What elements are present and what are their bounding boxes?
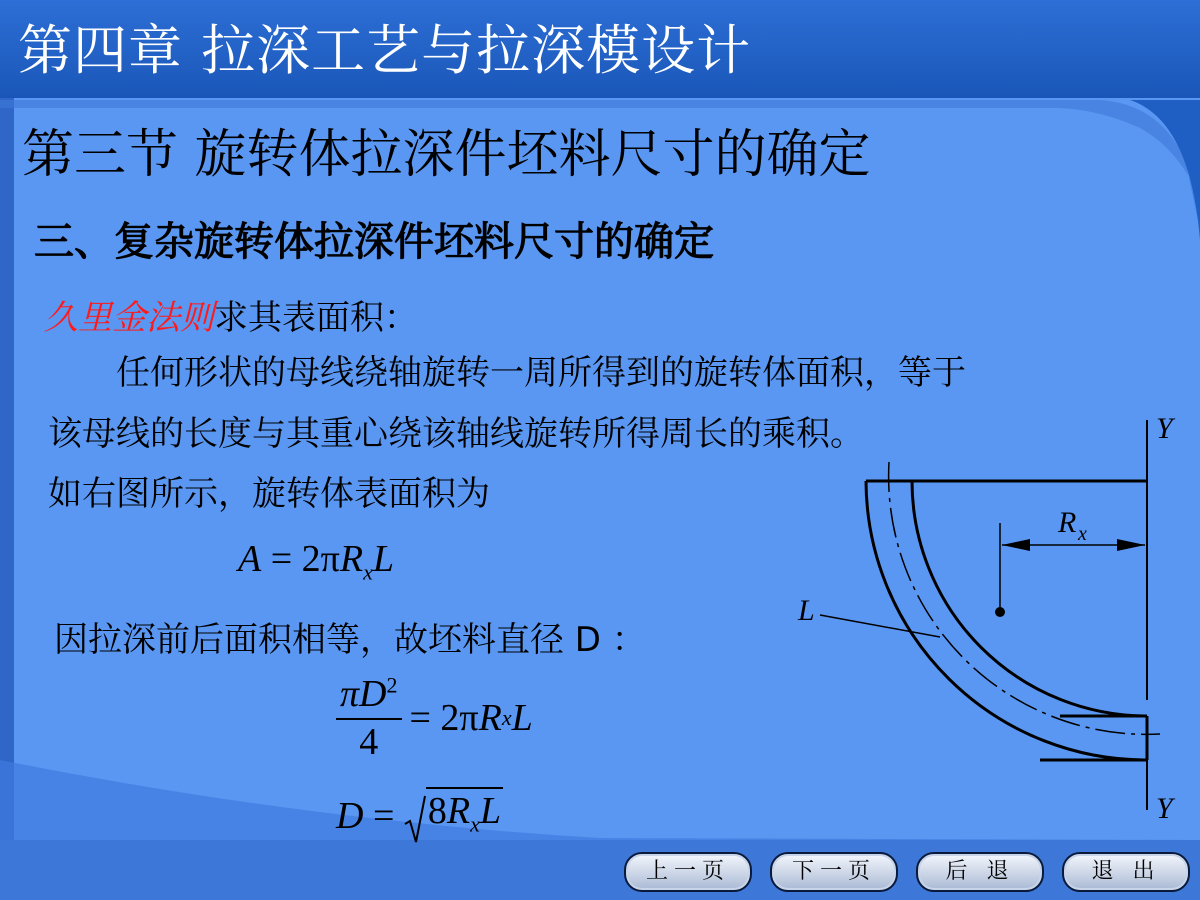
equation-diameter: [336, 785, 503, 838]
label-y-bottom: Y: [1156, 792, 1173, 825]
subsection-title: 三、复杂旋转体拉深件坯料尺寸的确定: [34, 219, 714, 265]
next-page-button[interactable]: 下一页: [770, 852, 898, 892]
label-l: L: [798, 594, 815, 627]
sqrt-sign-icon: [404, 794, 426, 844]
rule-line: [44, 290, 418, 339]
equation-fraction: [336, 672, 533, 764]
l-leader-line: [820, 615, 940, 637]
eq1-sub: x: [363, 559, 373, 585]
centroid-dot: [995, 607, 1005, 617]
section-title: 第三节 旋转体拉深件坯料尺寸的确定: [22, 125, 871, 185]
prev-page-button[interactable]: 上一页: [624, 852, 752, 892]
paragraph-2: 该母线的长度与其重心绕该轴线旋转所得周长的乘积。: [48, 414, 864, 454]
eq2-num-pi: π: [340, 673, 360, 715]
inner-arc: [912, 481, 1147, 716]
rule-name: 久里金法则: [44, 298, 214, 338]
eq1-L: L: [372, 538, 394, 580]
eq2-R: R: [478, 697, 502, 739]
eq3-R: R: [446, 790, 471, 832]
back-button[interactable]: 后 退: [916, 852, 1044, 892]
paragraph-1: 任何形状的母线绕轴旋转一周所得到的旋转体面积，等于: [116, 353, 966, 393]
eq1-eq: = 2π: [261, 538, 340, 580]
outer-arc: [866, 481, 1147, 760]
eq3-lhs: D: [336, 794, 364, 837]
eq2-num-D: D: [359, 673, 387, 715]
eq2-sup: 2: [386, 672, 398, 698]
chapter-title: 第四章 拉深工艺与拉深模设计: [18, 19, 752, 82]
label-r-sub: x: [1078, 523, 1087, 545]
eq2-sub: x: [501, 705, 512, 730]
eq3-rad: 8: [427, 790, 447, 832]
equation-area: [238, 537, 394, 586]
eq1-R: R: [339, 538, 364, 580]
arrow-left-icon: [1002, 539, 1030, 551]
rule-suffix: 求其表面积：: [214, 298, 418, 338]
revolution-diagram: [780, 400, 1200, 840]
exit-button[interactable]: 退 出: [1062, 852, 1190, 892]
eq2-rhs: = 2π: [409, 697, 479, 739]
eq3-L: L: [479, 790, 502, 832]
eq2-L: L: [511, 697, 533, 739]
centerline-arc: [889, 462, 1160, 734]
label-r: R: [1058, 506, 1077, 539]
eq2-den: 4: [359, 721, 379, 763]
eq3-sub: x: [470, 811, 480, 837]
arrow-right-icon: [1117, 539, 1145, 551]
paragraph-3: 如右图所示，旋转体表面积为: [48, 474, 490, 514]
label-y-top: Y: [1156, 412, 1173, 445]
paragraph-4: 因拉深前后面积相等，故坯料直径 D ：: [54, 620, 646, 660]
eq1-lhs: A: [238, 538, 262, 580]
eq3-eq: =: [363, 794, 404, 837]
